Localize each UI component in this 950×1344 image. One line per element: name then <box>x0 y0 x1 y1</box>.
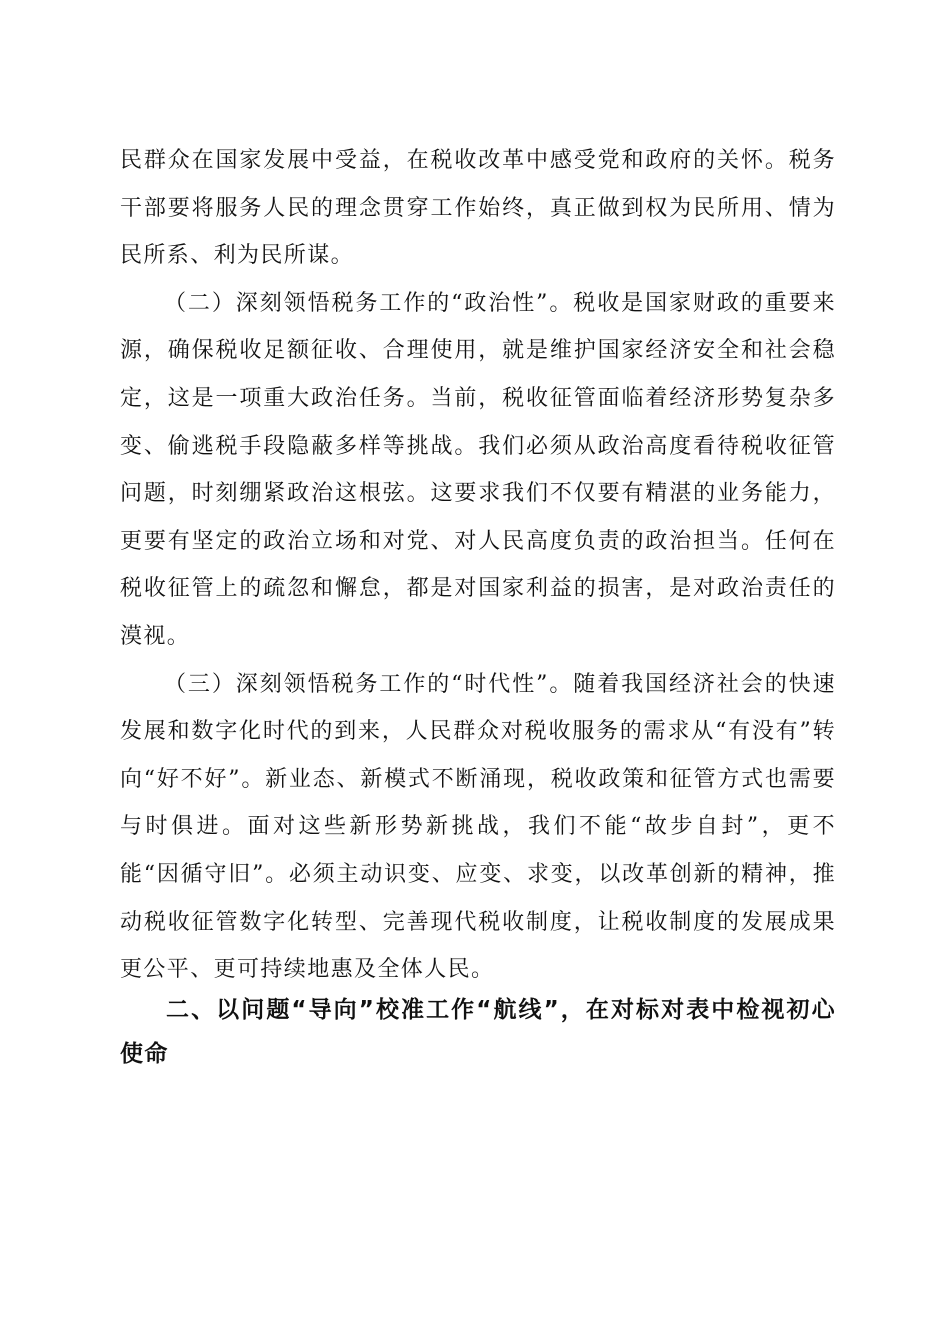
document-body <box>120 137 836 994</box>
paragraph-section-3-era: （三）深刻领悟税务工作的“时代性”。随着我国经济社会的快速发展和数字化时代的到来，人民群众对税收服务的需求从“有没有”转向“好不好”。新业态、新模式不断涌现，税收政策和征管方式也需要与时俱进。面对这些新形势新挑战，我们不能“故步自封”，更不能“因循守旧”。必须主动识变、应变、求变，以改革创新的精神，推动税收征管数字化转型、完善现代税收制度，让税收制度的发展成果更公平、更可持续地惠及全体人民。 <box>120 671 836 983</box>
paragraph-section-2-political: （二）深刻领悟税务工作的“政治性”。税收是国家财政的重要来源，确保税收足额征收、合理使用，就是维护国家经济安全和社会稳定，这是一项重大政治任务。当前，税收征管面临着经济形势复杂多变、偷逃税手段隐蔽多样等挑战。我们必须从政治高度看待税收征管问题，时刻绷紧政治这根弦。这要求我们不仅要有精湛的业务能力，更要有坚定的政治立场和对党、对人民高度负责的政治担当。任何在税收征管上的疏忽和懈怠，都是对国家利益的损害，是对政治责任的漠视。 <box>120 290 836 649</box>
paragraph-continuation: 民群众在国家发展中受益，在税收改革中感受党和政府的关怀。税务干部要将服务人民的理念贯穿工作始终，真正做到权为民所用、情为民所系、利为民所谋。 <box>120 148 836 269</box>
section-heading-2: 二、以问题“导向”校准工作“航线”，在对标对表中检视初心使命 <box>120 997 836 1067</box>
